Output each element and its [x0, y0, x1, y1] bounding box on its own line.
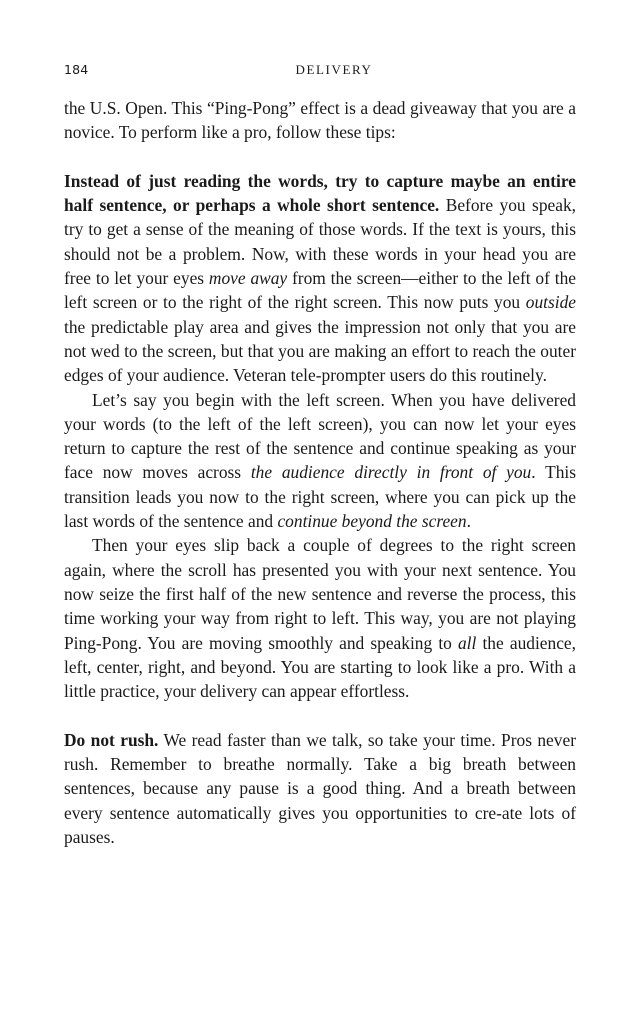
body-text [64, 96, 576, 849]
tip-1-heading: Instead of just reading the words, try to capture maybe an entire half sentence, or perhaps a whole short sentence. [64, 170, 576, 216]
paragraph-3-text-2: . This transition leads you now to the right screen, where you can pick up the last words of the sentence and [64, 462, 576, 532]
running-head [64, 62, 576, 80]
book-page [64, 0, 576, 1024]
paragraph-5 [64, 728, 576, 849]
tip-2-heading: Do not rush. [64, 729, 159, 750]
paragraph-2-text-1: Before you speak, try to get a sense of the meaning of those words. If the text is yours, this should not be a problem. Now, with these words in your head you are free to let your eyes [64, 195, 576, 289]
paragraph-2-text-3: the predictable play area and gives the impression not only that you are not wed to the screen, but that you are making an effort to reach the outer edges of your audience. Veteran tele-prompter users do this routinely. [64, 316, 576, 386]
running-title: DELIVERY [295, 62, 373, 77]
page-number: 184 [64, 62, 89, 77]
paragraph-1 [64, 96, 576, 145]
paragraph-3 [64, 388, 576, 534]
paragraph-2-text-2: from the screen—either to the left of the left screen or to the right of the right screen. This now puts you [64, 268, 576, 313]
paragraph-4-text-1: Then your eyes slip back a couple of degrees to the right screen again, where the scroll has presented you with your next sentence. You now seize the first half of the new sentence and reverse the process, this time working your way from right to left. This way, you are not playing Ping-Pong. You are moving smoothly and speaking to [64, 535, 576, 653]
paragraph-2 [64, 169, 576, 388]
paragraph-3-text-3: . [466, 511, 471, 532]
paragraph-3-emphasis-2: continue beyond the screen [277, 511, 467, 532]
paragraph-4-emphasis-1: all [457, 632, 477, 653]
paragraph-2-emphasis-1: move away [208, 268, 288, 289]
paragraph-5-text-1: We read faster than we talk, so take your time. Pros never rush. Remember to breathe normally. Take a big breath between sentences, because any pause is a good thing. And a breath between every sentence automatically gives you opportunities to cre-ate lots of pauses. [64, 729, 576, 847]
paragraph-2-emphasis-2: outside [525, 292, 576, 313]
paragraph-4-text-2: the audience, left, center, right, and beyond. You are starting to look like a pro. With a little practice, your delivery can appear effortless. [64, 632, 576, 702]
paragraph-3-emphasis-1: the audience directly in front of you [250, 462, 532, 483]
paragraph-1-text: the U.S. Open. This “Ping-Pong” effect is a dead giveaway that you are a novice. To perform like a pro, follow these tips: [64, 98, 576, 143]
paragraph-4 [64, 533, 576, 703]
paragraph-3-text-1: Let’s say you begin with the left screen. When you have delivered your words (to the left of the left screen), you can now let your eyes return to capture the rest of the sentence and continue speaking as your face now moves across [64, 389, 576, 483]
